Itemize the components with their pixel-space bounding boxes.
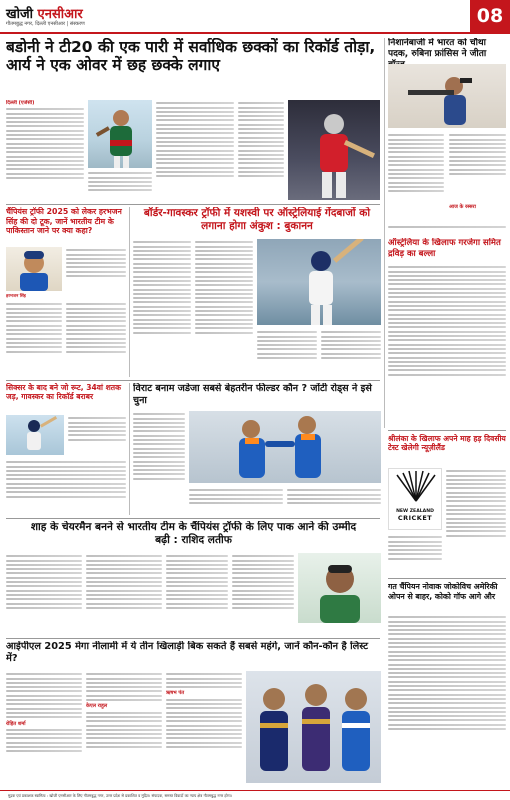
shooter-photo [388,64,506,128]
srilanka-headline: श्रीलंका के खिलाफ अपने माह हड़ दिवसीय टेस्ट खेलेगी न्यूज़ीलैंड [388,434,506,453]
shooting-story [388,38,506,228]
main-headline: बडोनी ने टी20 की एक पारी में सर्वाधिक छक्कों का रिकॉर्ड तोड़ा, आर्य ने एक ओवर में छह छक्के लगाए [6,38,376,74]
djokovic-story [388,582,506,787]
champions-col-2 [66,301,126,377]
virat-col-3 [287,487,381,515]
shooting-more-link[interactable]: आज के रस्सरा [449,204,476,210]
nz-logo-line-2: CRICKET [397,514,433,522]
bgt-story [133,207,381,377]
ipl-col-2 [86,671,162,789]
bgt-col-2 [195,239,253,377]
ipl-headline: आईपीएल 2025 मेगा नीलामी में ये तीन खिलाड़ी बिक सकते हैं सबसे महंगे, जानें कौन-कौन है लिस्ट में? [6,641,369,664]
champions-trophy-story [6,207,126,377]
ipl-subhead-rohit: रोहित शर्मा [6,720,26,727]
australia-headline: ऑस्ट्रेलिया के खिलाफ गरजेगा समित द्रविड़ का बल्ला [388,238,501,259]
main-col-4 [238,100,284,200]
bgt-col-3 [257,329,317,377]
pakistan-story [6,521,381,636]
harbhajan-photo [6,247,62,291]
footer-imprint: मुद्रक एवं प्रकाशक स्वामित्व : खोजी एनसीआर के लिए गौतमबुद्ध नगर, उत्तर प्रदेश से प्रकाशित व मुद्रित। संपादक, समस्त विवादों का न्याय क्षेत्र गौतमबुद्ध नगर होगा। [0,790,510,800]
shooting-col-2 [449,132,506,202]
bgt-col-4 [321,329,381,377]
latif-photo [298,553,381,623]
australia-body [388,264,506,428]
australia-story [388,238,506,428]
bgt-col-1 [133,239,191,377]
masthead [0,0,510,34]
pakistan-col-4 [232,553,294,636]
shooting-col-1 [388,132,444,224]
nz-cricket-logo [388,468,442,530]
arya-photo [288,100,380,200]
nz-logo-line-1: NEW ZEALAND [396,509,434,514]
main-col-1 [6,100,84,200]
newspaper-logo [6,4,83,22]
ipl-col-1 [6,671,82,789]
srilanka-story [388,434,506,574]
shooting-headline: निशानेबाजी में भारत को चौथा पदक, रुबिना फ्रांसिस ने जीता [388,38,487,59]
sixes-col-right [68,415,126,455]
sixes-story [6,383,126,515]
ipl-subhead-rahul: केएल राहुल [86,703,108,710]
virat-headline: विराट बनाम जडेजा सबसे बेहतरीन फील्डर कौन ? जोंटी रोड्स ने इसे चुना [133,383,372,406]
harbhajan-caption: हरभजन सिंह [6,293,26,298]
virat-jadeja-photo [189,411,381,483]
virat-col-1 [133,411,185,515]
jaiswal-photo [257,239,381,325]
virat-col-2 [189,487,283,515]
ipl-story [6,641,381,789]
bgt-headline: बॉर्डर-गावस्कर ट्रॉफी में यशस्वी पर ऑस्ट्रेलियाई गेंदबाजों को लगाना होगा अंकुश : बुकानन [143,207,371,232]
badoni-photo [88,100,152,168]
pakistan-col-1 [6,553,82,636]
sixes-body [6,459,126,515]
srilanka-col-left [388,534,442,574]
root-photo [6,415,64,455]
logo-accent: एनसीआर [37,7,83,22]
champions-trophy-headline: चैंपियंस ट्रॉफी 2025 को लेकर हरभजन सिंह की दो टूक, जानें भारतीय टीम के पाकिस्तान जाने पर क्या कहा? [6,207,122,235]
djokovic-body [388,614,506,787]
logo-main: खोजी [6,7,34,22]
champions-col-1 [6,301,62,377]
ipl-col-3 [166,671,242,789]
main-story [6,38,380,202]
ipl-subhead-pant: ऋषभ पंत [166,690,185,697]
djokovic-headline: गत चैंपियन नोवाक जोकोविच अमेरिकी ओपन से बाहर, कोको गॉफ आगे और [388,582,498,601]
main-col-2b [88,170,152,200]
pakistan-col-2 [86,553,162,636]
right-brief [388,224,506,236]
ipl-players-photo [246,671,381,783]
main-col-3 [156,100,234,200]
champions-col-right [66,247,126,291]
pakistan-col-3 [166,553,228,636]
srilanka-col-right [446,468,506,574]
sixes-headline: सिक्सर के बाद बने जो रूट, 34वां शतक जड़, गावस्कर का रिकॉर्ड बराबर [6,383,121,402]
pakistan-headline: शाह के चेयरमैन बनने से भारतीय टीम के चैंपियंस ट्रॉफी के लिए पाक आने की उम्मीद बढ़ी : राशिद लतीफ [30,521,357,546]
main-dateline: दिल्ली (एजेंसी) [6,100,35,106]
virat-story [133,383,381,515]
edition-date: गौतमबुद्ध नगर, दिल्ली एनसीआर | संस्करण [6,21,85,27]
page-number: 08 [470,0,510,32]
